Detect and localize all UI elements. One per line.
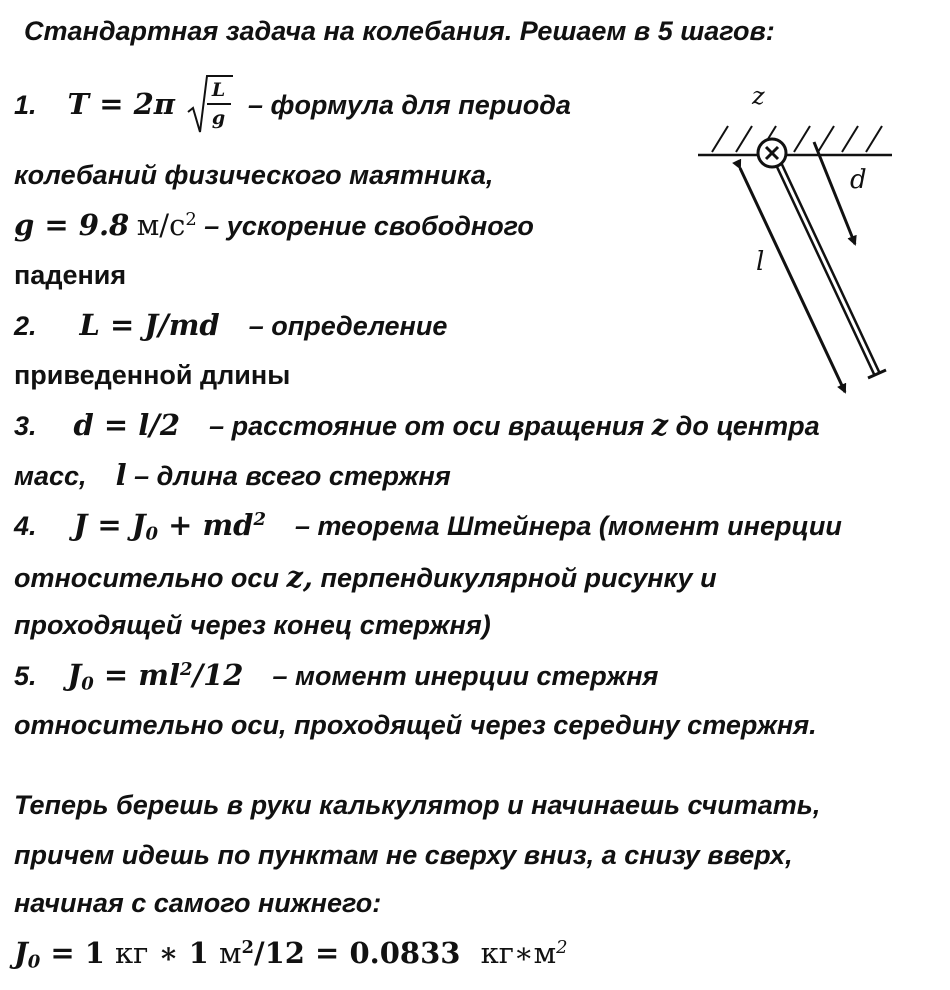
var-l: l: [115, 458, 127, 492]
page-title: Стандартная задача на колебания. Решаем в 5 шагов:: [24, 16, 775, 46]
step-number: 5.: [14, 661, 37, 691]
label-d: d: [850, 165, 867, 195]
distance-d-arrow: [814, 142, 855, 244]
fraction-denominator: g: [211, 107, 226, 129]
label-z: z: [752, 82, 765, 110]
gravity-formula: g = 9.8: [14, 208, 130, 242]
conclusion-line-1: Теперь берешь в руки калькулятор и начинаешь считать,: [14, 790, 821, 820]
step-number: 3.: [14, 411, 37, 441]
period-formula: T = 2π: [67, 87, 175, 122]
label-l: l: [756, 247, 765, 277]
step-1-line-1: [14, 76, 571, 138]
reduced-length-formula: L = J/md: [79, 308, 220, 342]
step-4-line-1: [14, 508, 842, 543]
step-number: 1.: [14, 90, 37, 121]
step-2-text: – определение: [248, 311, 448, 341]
gravity-line: [14, 208, 534, 243]
distance-formula: d = l/2: [73, 408, 181, 442]
axis-z: z,: [286, 560, 314, 594]
step-number: 2.: [14, 311, 37, 341]
conclusion-line-2: причем идешь по пунктам не сверху вниз, а снизу вверх,: [14, 840, 793, 870]
sqrt-fraction: [187, 74, 233, 136]
fraction-bar: [207, 103, 231, 105]
steiner-formula: $J = J_0 + md^2$: [73, 508, 266, 545]
step-2-line-2: приведенной длины: [14, 360, 291, 390]
step-1-text: – формула для периода: [248, 90, 571, 121]
fraction-numerator: L: [211, 79, 226, 101]
axis-z: z: [651, 408, 669, 442]
rod-inertia-formula: $J_0 = ml^2/12$: [67, 658, 244, 695]
step-4-line-3: проходящей через конец стержня): [14, 610, 491, 640]
step-5-line-2: относительно оси, проходящей через середину стержня.: [14, 710, 817, 740]
conclusion-line-3: начиная с самого нижнего:: [14, 888, 382, 918]
step-5-text: – момент инерции стержня: [272, 661, 659, 691]
step-3-text: – расстояние от оси вращения: [209, 411, 645, 441]
gravity-line-2: падения: [14, 260, 127, 290]
step-5-line-1: [14, 658, 658, 693]
step-4-line-2: относительно оси z, перпендикулярной рисунку и: [14, 560, 717, 594]
step-number: 4.: [14, 511, 37, 541]
ceiling-hatch: [712, 126, 882, 152]
final-calculation: $J_0 = 1$ кг ∗ 1 $м^2/12 = 0.0833$ $кг∗м^2$: [14, 936, 568, 973]
gravity-unit: $м/с^2$: [136, 208, 197, 242]
step-1-line-2: колебаний физического маятника,: [14, 160, 494, 190]
gravity-text: – ускорение свободного: [204, 211, 534, 241]
step-4-text: – теорема Штейнера (момент инерции: [294, 511, 842, 541]
step-3-line-2: масс, l – длина всего стержня: [14, 458, 451, 492]
pendulum-diagram: [690, 80, 920, 400]
step-3-line-1: 3. d = l/2 – расстояние от оси вращения z до центра: [14, 408, 820, 442]
step-2-line-1: [14, 308, 447, 343]
